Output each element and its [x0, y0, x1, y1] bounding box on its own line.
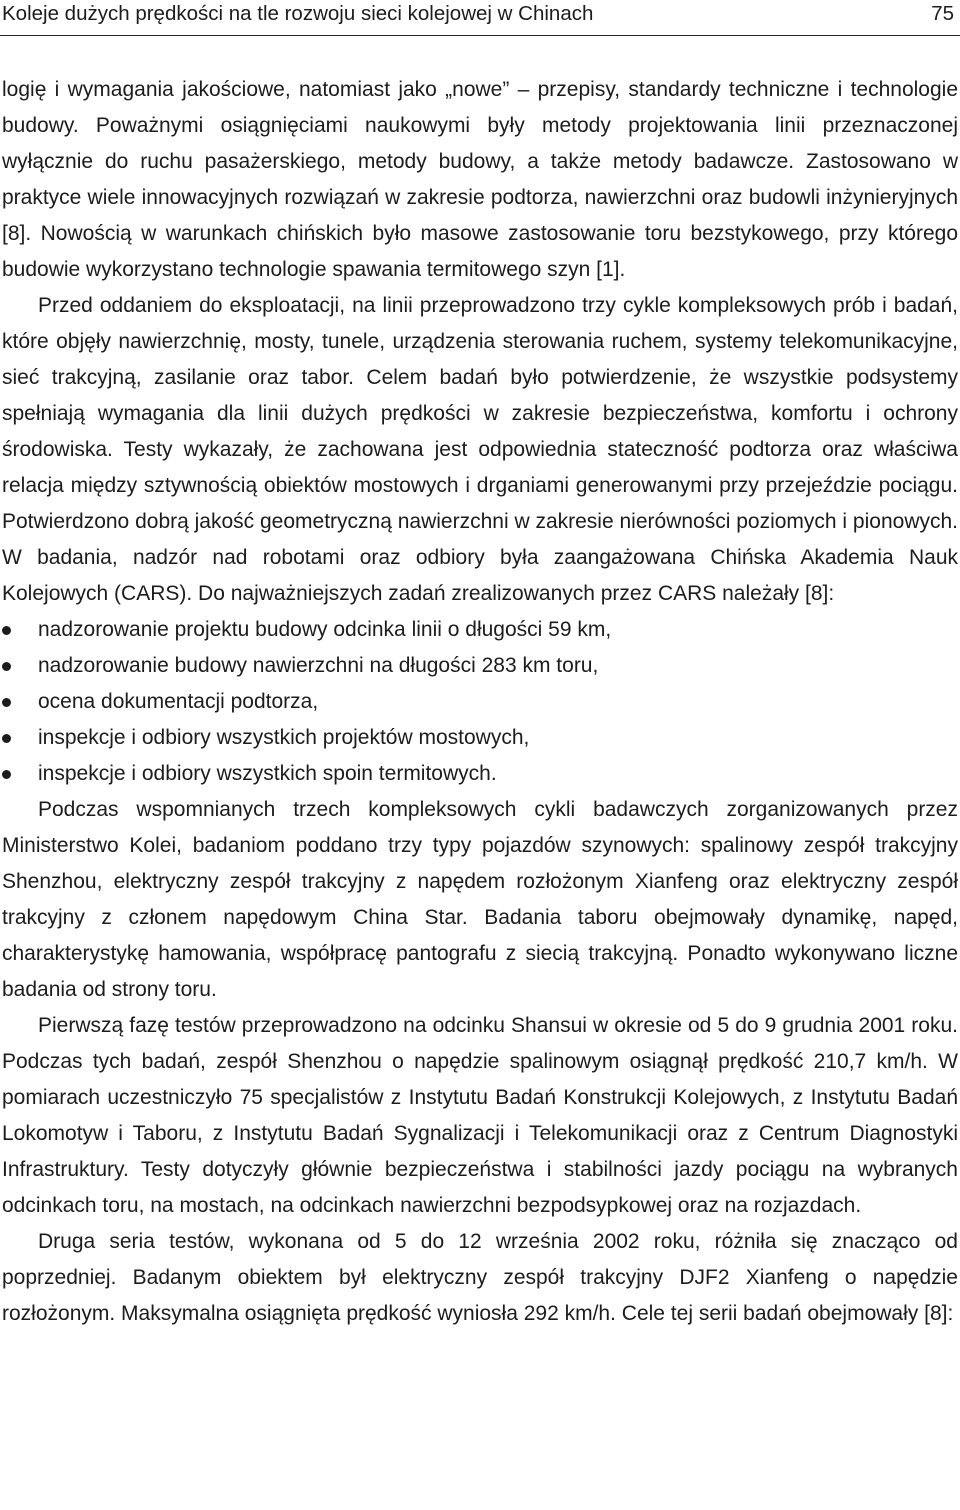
paragraph: Podczas wspomnianych trzech kompleksowych cykli badawczych zorganizowanych przez Ministerstwo Kolei, badaniom poddano trzy typy pojazdów szynowych: spalinowy zespół trakcyjny Shenzhou, elektryczny zespół trakcyjny z napędem rozłożonym Xianfeng oraz elektryczny zespół trakcyjny z członem napędowym China Star. Badania taboru obejmowały dynamikę, napęd, charakterystykę hamowania, współpracę pantografu z siecią trakcyjną. Ponadto wykonywano liczne badania od strony toru. [2, 798, 958, 1001]
body-text [2, 72, 958, 1332]
list-item [2, 648, 958, 684]
paragraph: Druga seria testów, wykonana od 5 do 12 września 2002 roku, różniła się znacząco od poprzedniej. Badanym obiektem był elektryczny zespół trakcyjny DJF2 Xianfeng o napędzie rozłożonym. Maksymalna osiągnięta prędkość wyniosła 292 km/h. Cele tej serii badań obejmowały [8]: [2, 1230, 958, 1325]
list-item [2, 720, 958, 756]
list-item [2, 684, 958, 720]
list-item [2, 612, 958, 648]
list-item-text: inspekcje i odbiory wszystkich spoin termitowych. [38, 762, 497, 785]
paragraph: Przed oddaniem do eksploatacji, na linii przeprowadzono trzy cykle kompleksowych prób i badań, które objęły nawierzchnię, mosty, tunele, urządzenia sterowania ruchem, systemy telekomunikacyjne, sieć trakcyjną, zasilanie oraz tabor. Celem badań było potwierdzenie, że wszystkie podsystemy spełniają wymagania dla linii dużych prędkości w zakresie bezpieczeństwa, komfortu i ochrony środowiska. Testy wykazały, że zachowana jest odpowiednia stateczność podtorza oraz właściwa relacja między sztywnością obiektów mostowych i drganiami generowanymi przy przejeździe pociągu. Potwierdzono dobrą jakość geometryczną nawierzchni w zakresie nierówności poziomych i pionowych. W badania, nadzór nad robotami oraz odbiory była zaangażowana Chińska Akademia Nauk Kolejowych (CARS). Do najważniejszych zadań zrealizowanych przez CARS należały [8]: [2, 294, 958, 605]
bullet-icon [2, 770, 11, 779]
running-title: Koleje dużych prędkości na tle rozwoju sieci kolejowej w Chinach [2, 2, 594, 25]
list-item-text: nadzorowanie projektu budowy odcinka linii o długości 59 km, [38, 618, 612, 641]
paragraph: logię i wymagania jakościowe, natomiast jako „nowe” – przepisy, standardy techniczne i technologie budowy. Poważnymi osiągnięciami naukowymi były metody projektowania linii przeznaczonej wyłącznie do ruchu pasażerskiego, metody budowy, a także metody badawcze. Zastosowano w praktyce wiele innowacyjnych rozwiązań w zakresie podtorza, nawierzchni oraz budowli inżynieryjnych [8]. Nowością w warunkach chińskich było masowe zastosowanie toru bezstykowego, przy którego budowie wykorzystano technologie spawania termitowego szyn [1]. [2, 78, 958, 281]
header-rule [0, 35, 960, 36]
bullet-icon [2, 698, 11, 707]
list-item [2, 756, 958, 792]
page-number: 75 [931, 2, 954, 25]
list-item-text: ocena dokumentacji podtorza, [38, 690, 319, 713]
paragraph: Pierwszą fazę testów przeprowadzono na odcinku Shansui w okresie od 5 do 9 grudnia 2001 roku. Podczas tych badań, zespół Shenzhou o napędzie spalinowym osiągnął prędkość 210,7 km/h. W pomiarach uczestniczyło 75 specjalistów z Instytutu Badań Konstrukcji Kolejowych, z Instytutu Badań Lokomotyw i Taboru, z Instytutu Badań Sygnalizacji i Telekomunikacji oraz z Centrum Diagnostyki Infrastruktury. Testy dotyczyły głównie bezpieczeństwa i stabilności jazdy pociągu na wybranych odcinkach toru, na mostach, na odcinkach nawierzchni bezpodsypkowej oraz na rozjazdach. [2, 1014, 958, 1217]
list-item-text: inspekcje i odbiory wszystkich projektów mostowych, [38, 726, 530, 749]
running-header [0, 0, 960, 40]
bullet-icon [2, 662, 11, 671]
bullet-icon [2, 626, 11, 635]
bullet-list [2, 612, 958, 792]
bullet-icon [2, 734, 11, 743]
list-item-text: nadzorowanie budowy nawierzchni na długości 283 km toru, [38, 654, 599, 677]
